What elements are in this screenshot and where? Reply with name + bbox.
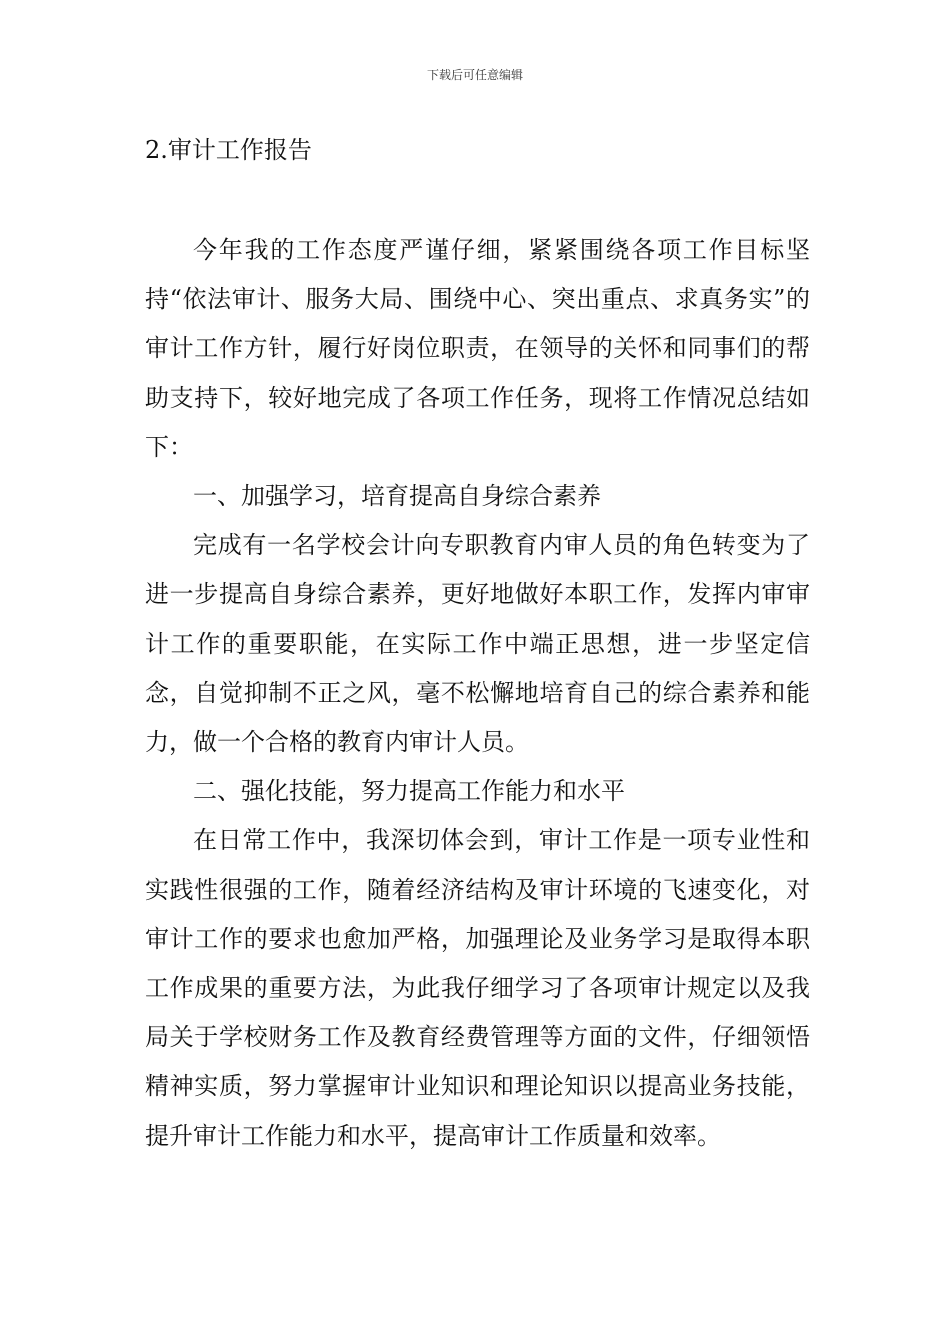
header-note: 下载后可任意编辑 [426,68,523,82]
document-body [145,226,810,1161]
document-title: 2.审计工作报告 [145,136,312,164]
paragraph-section-1: 完成有一名学校会计向专职教育内审人员的角色转变为了进一步提高自身综合素养，更好地做好本职工作，发挥内审审计工作的重要职能，在实际工作中端正思想，进一步坚定信念，自觉抑制不正之风，毫不松懈地培育自己的综合素养和能力，做一个合格的教育内审计人员。 [145,531,810,757]
section-heading-1: 一、加强学习，培育提高自身综合素养 [193,482,601,511]
paragraph-intro: 今年我的工作态度严谨仔细，紧紧围绕各项工作目标坚持“依法审计、服务大局、围绕中心、突出重点、求真务实”的审计工作方针，履行好岗位职责，在领导的关怀和同事们的帮助支持下，较好地完成了各项工作任务，现将工作情况总结如下： [145,236,810,461]
paragraph-section-2: 在日常工作中，我深切体会到，审计工作是一项专业性和实践性很强的工作，随着经济结构及审计环境的飞速变化，对审计工作的要求也愈加严格，加强理论及业务学习是取得本职工作成果的重要方法，为此我仔细学习了各项审计规定以及我局关于学校财务工作及教育经费管理等方面的文件，仔细领悟精神实质，努力掌握审计业知识和理论知识以提高业务技能，提升审计工作能力和水平，提高审计工作质量和效率。 [145,826,810,1150]
section-heading-2: 二、强化技能，努力提高工作能力和水平 [193,777,625,806]
